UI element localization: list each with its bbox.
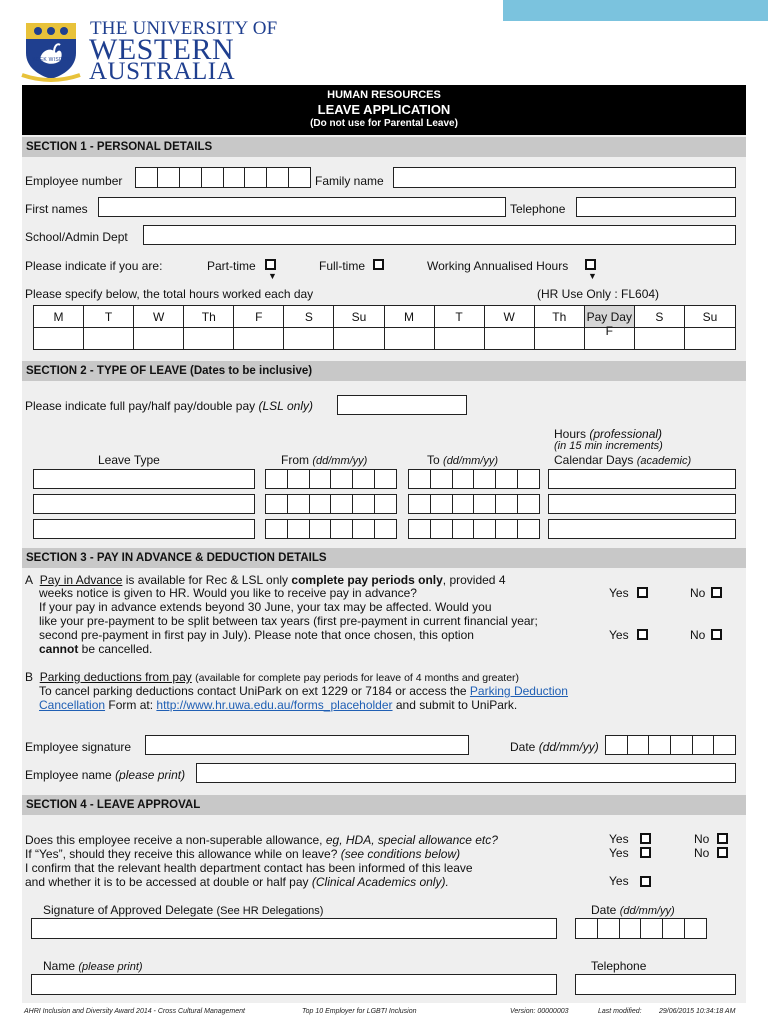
split-yes-label: Yes: [609, 628, 629, 642]
university-name-line1: THE UNIVERSITY OF: [90, 18, 278, 39]
arrow-down-icon: ▼: [588, 271, 597, 281]
calendar-days-header: [554, 453, 691, 467]
hr-use-only-note: (HR Use Only : FL604): [537, 287, 660, 301]
increments-note: (in 15 min increments): [554, 440, 663, 452]
top-accent-bar: [503, 0, 768, 21]
day-hours-cell[interactable]: [84, 328, 134, 350]
on-leave-yes-label: Yes: [609, 846, 629, 860]
section3-title: SECTION 3 - PAY IN ADVANCE & DEDUCTION DETAILS: [22, 548, 746, 568]
from-format: (dd/mm/yy): [312, 455, 368, 467]
forms-url-link[interactable]: http://www.hr.uwa.edu.au/forms_placeholder: [156, 698, 393, 712]
day-hours-cell[interactable]: [134, 328, 184, 350]
delegate-signature-label: Signature of Approved Delegate: [43, 903, 214, 917]
advance-no-checkbox[interactable]: [711, 587, 722, 598]
a-cannot: cannot: [39, 642, 79, 656]
university-name-line3: AUSTRALIA: [89, 58, 236, 85]
to-label: To: [427, 453, 440, 467]
to-date-input[interactable]: [408, 494, 540, 514]
on-leave-no-label: No: [694, 846, 710, 860]
from-date-input[interactable]: [265, 519, 397, 539]
full-time-label: Full-time: [319, 259, 366, 273]
family-name-input[interactable]: [393, 167, 736, 188]
a-line2: weeks notice is given to HR. Would you like to receive pay in advance?: [39, 586, 417, 600]
leave-type-input[interactable]: [33, 519, 255, 539]
delegate-please-print: (please print): [78, 961, 143, 973]
a-line5: second pre-payment in first pay in July). Please note that once chosen, this option: [39, 628, 474, 642]
day-header: W: [134, 306, 184, 328]
split-no-checkbox[interactable]: [711, 629, 722, 640]
footer-version: Version: 00000003: [510, 1008, 569, 1015]
day-hours-cell[interactable]: [385, 328, 435, 350]
approval-date-format: (dd/mm/yy): [619, 905, 675, 917]
parking-deductions-text: [25, 670, 519, 684]
school-dept-input[interactable]: [143, 225, 736, 245]
hours-note: (professional): [589, 427, 663, 441]
department-label: HUMAN RESOURCES: [327, 89, 441, 101]
to-format: (dd/mm/yy): [443, 455, 499, 467]
advance-no-label: No: [690, 586, 706, 600]
pay-type-label: [25, 399, 313, 413]
from-date-input[interactable]: [265, 494, 397, 514]
date-label: Date: [510, 740, 536, 754]
item-b-letter: B: [25, 670, 34, 684]
a-line3: If your pay in advance extends beyond 30 June, your tax may be affected. Would you: [39, 600, 492, 614]
on-leave-no-checkbox[interactable]: [717, 847, 728, 858]
first-names-input[interactable]: [98, 197, 506, 217]
calendar-days-label: Calendar Days: [554, 453, 634, 467]
employee-name-label: Employee name: [25, 768, 112, 782]
to-date-input[interactable]: [408, 519, 540, 539]
hours-header: [554, 427, 662, 441]
delegate-name-input[interactable]: [31, 974, 557, 995]
q4-note: (Clinical Academics only).: [311, 875, 449, 889]
form-subtitle: (Do not use for Parental Leave): [310, 118, 458, 129]
pay-in-advance-text: [25, 573, 506, 587]
section4-title: SECTION 4 - LEAVE APPROVAL: [22, 795, 746, 815]
day-hours-cell[interactable]: [435, 328, 485, 350]
advance-yes-label: Yes: [609, 586, 629, 600]
a-line4: like your pre-payment to be split between tax years (first pre-payment in current financial year;: [39, 614, 538, 628]
parking-deductions-note: (available for complete pay periods for leave of 4 months and greater): [195, 672, 520, 684]
day-header: Su: [685, 306, 735, 328]
day-header: Su: [334, 306, 384, 328]
split-no-label: No: [690, 628, 706, 642]
section2-title: SECTION 2 - TYPE OF LEAVE (Dates to be inclusive): [22, 361, 746, 381]
day-header: Th: [184, 306, 234, 328]
day-header: S: [284, 306, 334, 328]
day-header: T: [84, 306, 134, 328]
calendar-days-note: (academic): [636, 455, 692, 467]
day-header: F: [234, 306, 284, 328]
section1-title: SECTION 1 - PERSONAL DETAILS: [22, 137, 746, 157]
day-header: M: [34, 306, 84, 328]
employee-number-input[interactable]: [135, 167, 311, 188]
footer-modified-value: 29/06/2015 10:34:18 AM: [659, 1008, 736, 1015]
a-text2: , provided 4: [442, 573, 506, 587]
submit-text: and submit to UniPark.: [392, 698, 518, 712]
delegate-name-label: Name: [43, 959, 76, 973]
cancellation-link[interactable]: Cancellation: [39, 698, 106, 712]
leave-type-label: Leave Type: [98, 453, 160, 467]
q3-text: I confirm that the relevant health department contact has been informed of this leave: [25, 861, 473, 875]
form-title: LEAVE APPLICATION: [317, 102, 451, 117]
arrow-down-icon: ▼: [268, 271, 277, 281]
split-yes-checkbox[interactable]: [637, 629, 648, 640]
day-hours-cell[interactable]: [485, 328, 535, 350]
advance-yes-checkbox[interactable]: [637, 587, 648, 598]
allowance-no-checkbox[interactable]: [717, 833, 728, 844]
day-header-payday: Pay Day F: [585, 306, 635, 328]
pay-type-prompt: Please indicate full pay/half pay/double pay: [25, 399, 256, 413]
day-hours-cell[interactable]: [234, 328, 284, 350]
employee-date-input[interactable]: [605, 735, 736, 755]
part-time-label: Part-time: [207, 259, 256, 273]
on-leave-yes-checkbox[interactable]: [640, 847, 651, 858]
q2-note: (see conditions below): [340, 847, 461, 861]
allowance-yes-checkbox[interactable]: [640, 833, 651, 844]
day-header: Th: [535, 306, 585, 328]
telephone-label: Telephone: [510, 202, 566, 216]
annualised-hours-label: Working Annualised Hours: [427, 259, 569, 273]
confirm-yes-label: Yes: [609, 874, 629, 888]
delegate-telephone-input[interactable]: [575, 974, 736, 995]
day-hours-cell[interactable]: [585, 328, 635, 350]
pay-type-note: (LSL only): [258, 399, 313, 413]
delegate-signature-input[interactable]: [31, 918, 557, 939]
employee-signature-input[interactable]: [145, 735, 469, 755]
form-at-text: Form at:: [105, 698, 157, 712]
form-header: [22, 85, 746, 135]
family-name-label: Family name: [315, 174, 384, 188]
hours-per-day-grid: [33, 305, 736, 350]
day-hours-cell[interactable]: [34, 328, 84, 350]
q1-examples: eg, HDA, special allowance etc?: [325, 833, 498, 847]
a-text1: is available for Rec & LSL only: [122, 573, 292, 587]
q4-text: and whether it is to be accessed at double or half pay: [25, 875, 312, 889]
parking-deduction-link[interactable]: Parking Deduction: [469, 684, 568, 698]
leave-type-input[interactable]: [33, 469, 255, 489]
day-hours-cell[interactable]: [685, 328, 735, 350]
pay-type-input[interactable]: [337, 395, 467, 415]
allowance-no-label: No: [694, 832, 710, 846]
please-print-note: (please print): [115, 768, 186, 782]
employee-number-label: Employee number: [25, 174, 123, 188]
delegate-telephone-label: Telephone: [591, 959, 647, 973]
university-crest-icon: [20, 19, 82, 83]
from-header: [281, 453, 367, 467]
school-dept-label: School/Admin Dept: [25, 230, 128, 244]
day-header: S: [635, 306, 685, 328]
item-a-letter: A: [25, 573, 34, 587]
approval-date-input[interactable]: [575, 918, 707, 939]
part-time-checkbox[interactable]: [265, 259, 276, 270]
delegations-note: (See HR Delegations): [216, 905, 324, 917]
first-names-label: First names: [25, 202, 88, 216]
to-header: [427, 453, 498, 467]
day-hours-cell[interactable]: [284, 328, 334, 350]
leave-type-input[interactable]: [33, 494, 255, 514]
to-date-input[interactable]: [408, 469, 540, 489]
from-label: From: [281, 453, 309, 467]
day-header: T: [435, 306, 485, 328]
confirm-yes-checkbox[interactable]: [640, 876, 651, 887]
full-time-checkbox[interactable]: [373, 259, 384, 270]
annualised-hours-checkbox[interactable]: [585, 259, 596, 270]
employee-name-input[interactable]: [196, 763, 736, 783]
day-header: W: [485, 306, 535, 328]
a-bold: complete pay periods only: [291, 573, 443, 587]
q2-text: If “Yes”, should they receive this allowance while on leave?: [25, 847, 341, 861]
from-date-input[interactable]: [265, 469, 397, 489]
day-hours-cell[interactable]: [635, 328, 685, 350]
footer-modified-label: Last modified:: [598, 1008, 642, 1015]
telephone-input[interactable]: [576, 197, 736, 217]
allowance-yes-label: Yes: [609, 832, 629, 846]
university-name-line2: WESTERN: [89, 33, 235, 66]
employment-type-label: Please indicate if you are:: [25, 259, 163, 273]
employee-signature-label: Employee signature: [25, 740, 132, 754]
crest-motto: SEEK WISDOM: [32, 57, 72, 63]
q1-text: Does this employee receive a non-superable allowance,: [25, 833, 326, 847]
date-format: (dd/mm/yy): [538, 740, 599, 754]
hours-days-input[interactable]: [548, 469, 736, 489]
hours-days-input[interactable]: [548, 494, 736, 514]
pay-in-advance-link: Pay in Advance: [39, 573, 123, 587]
day-hours-cell[interactable]: [184, 328, 234, 350]
footer-employer: Top 10 Employer for LGBTI Inclusion: [302, 1008, 417, 1015]
parking-deductions-link: Parking deductions from pay: [39, 670, 192, 684]
approval-date-label: Date: [591, 903, 617, 917]
day-header: M: [385, 306, 435, 328]
hours-label: Hours: [554, 427, 587, 441]
footer-award: AHRI Inclusion and Diversity Award 2014 - Cross Cultural Management: [24, 1008, 245, 1015]
day-hours-cell[interactable]: [334, 328, 384, 350]
a-line6: be cancelled.: [78, 642, 153, 656]
b-line2: To cancel parking deductions contact UniPark on ext 1229 or 7184 or access the: [39, 684, 470, 698]
hours-days-input[interactable]: [548, 519, 736, 539]
day-hours-cell[interactable]: [535, 328, 585, 350]
hours-instruction: Please specify below, the total hours worked each day: [25, 287, 314, 301]
